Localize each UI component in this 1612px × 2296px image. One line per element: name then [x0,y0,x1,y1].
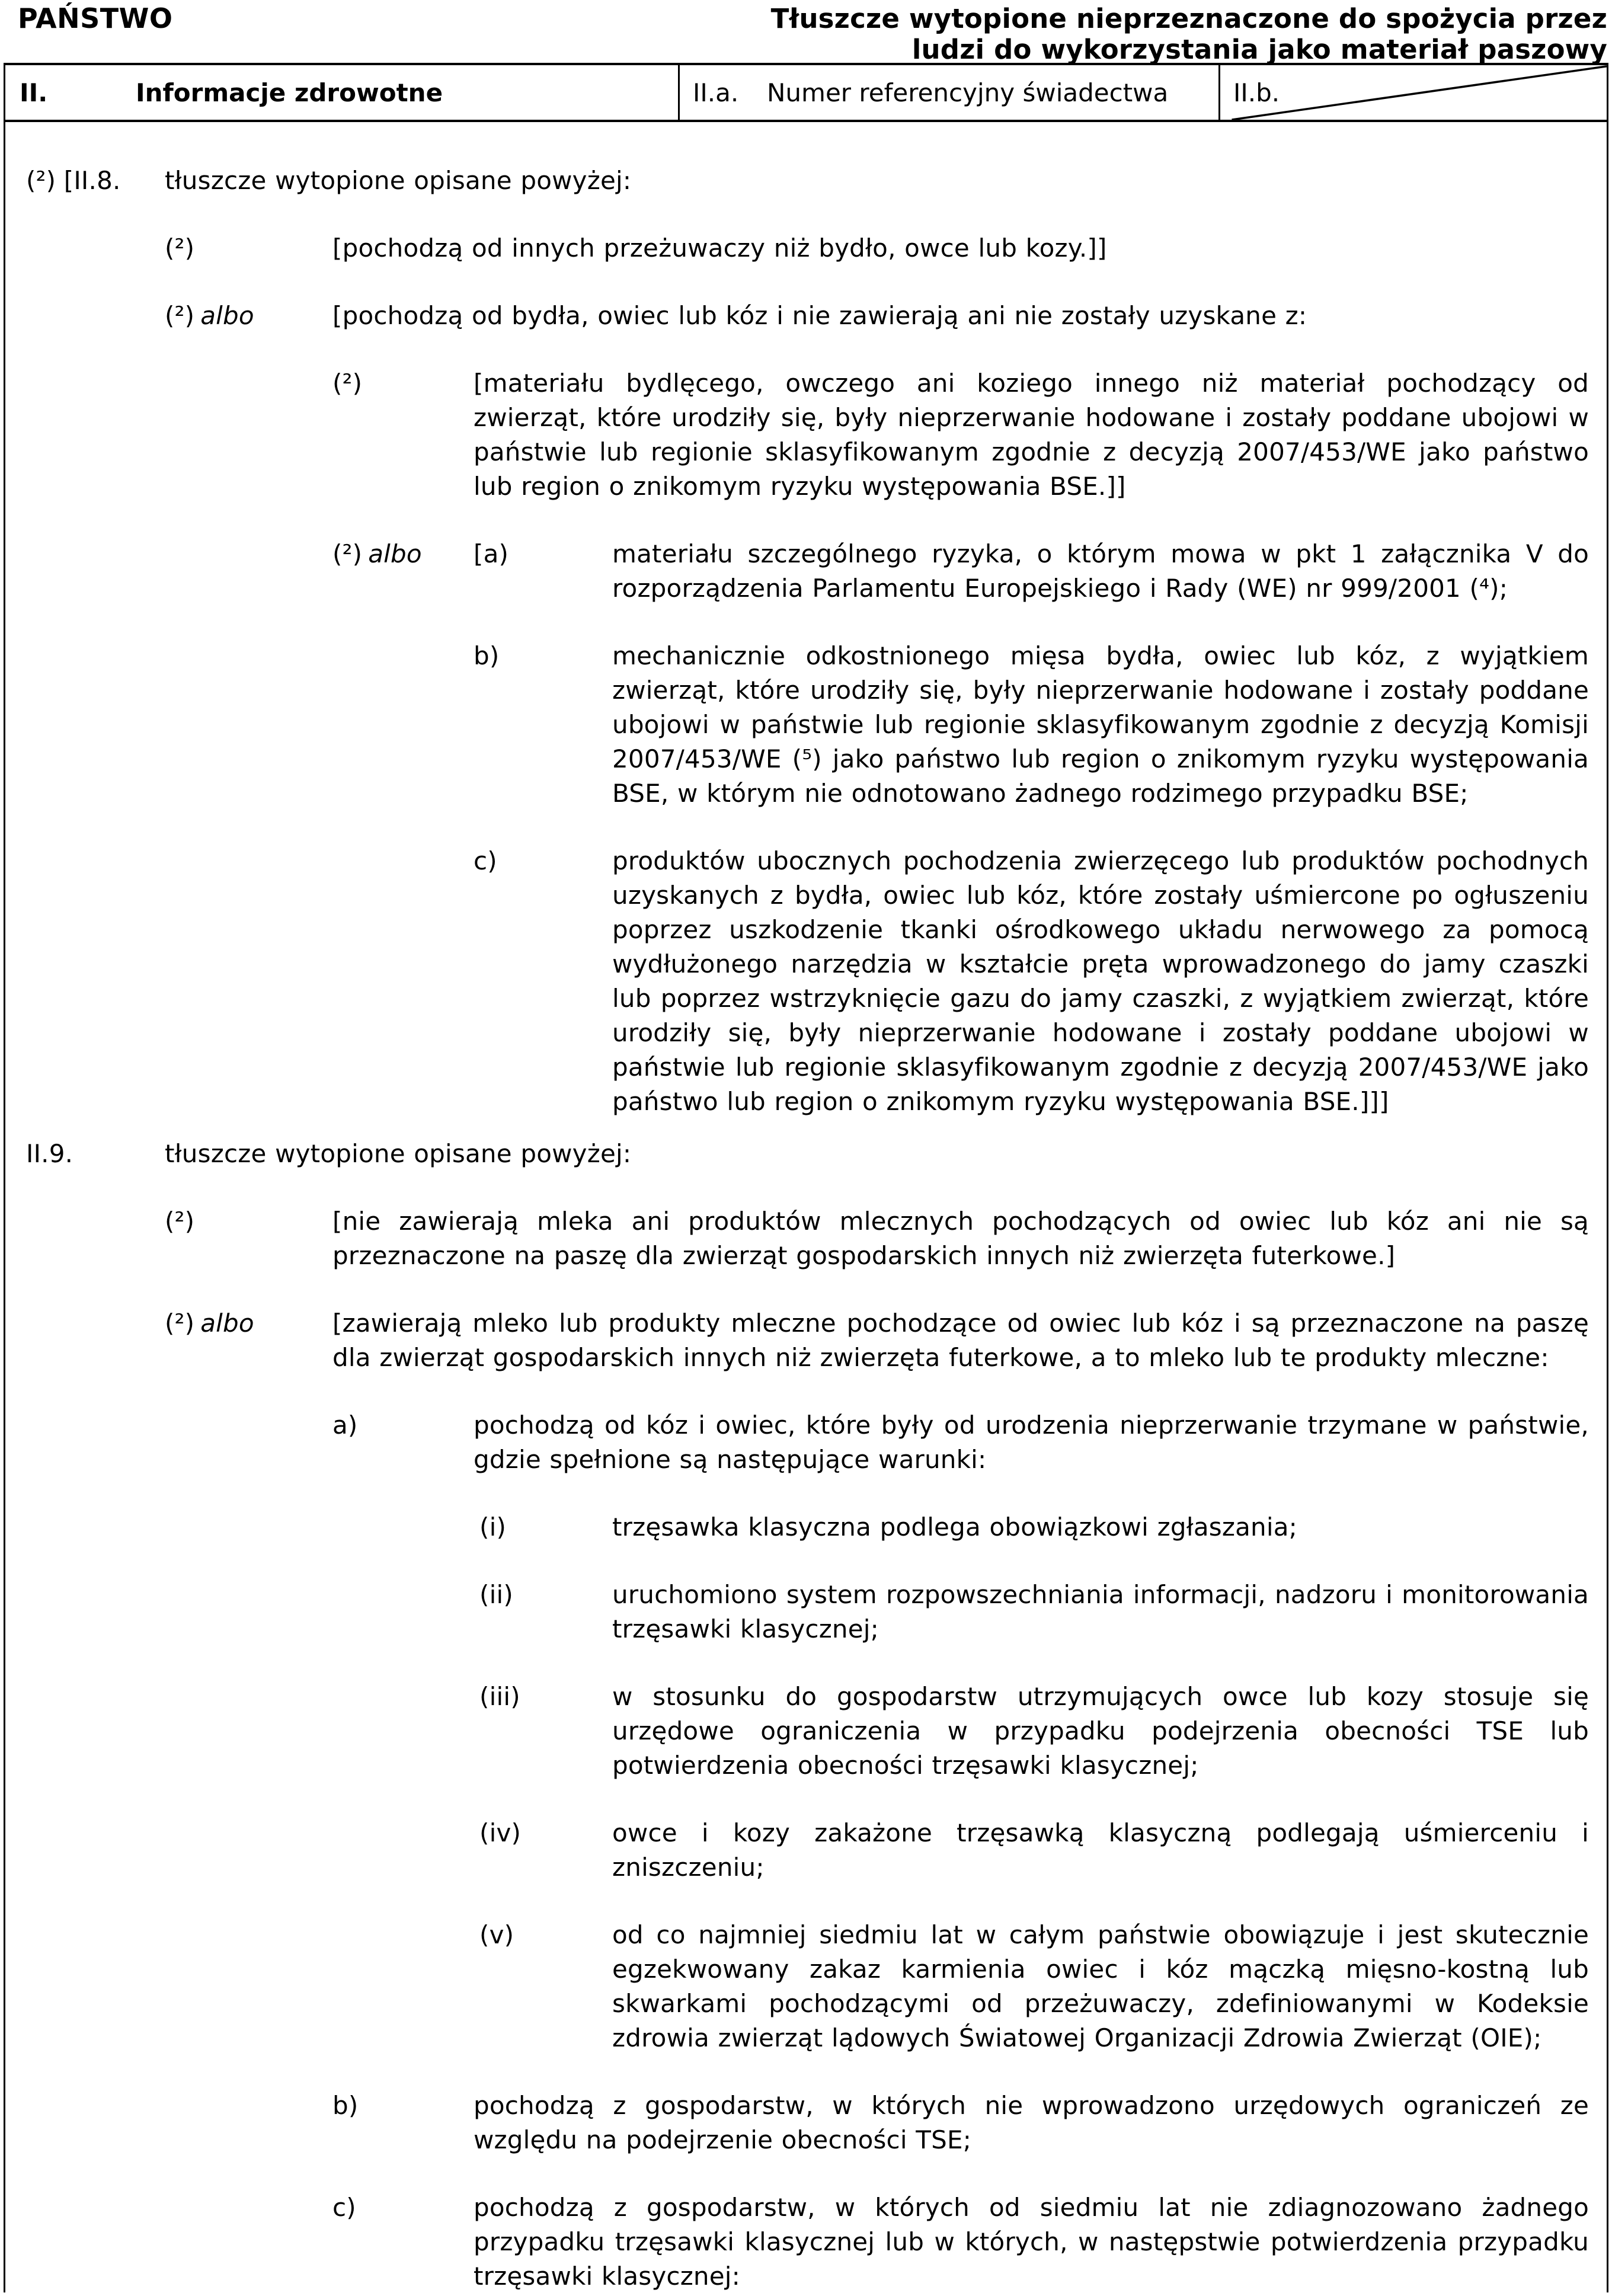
clause-marker: (²) [165,234,195,263]
clause-text: pochodzą z gospodarstw, w których od siedmiu lat nie zdiagnozowano żadnego przypadku trzęsawki klasycznej lub w których, w następstwie potwierdzenia przypadku trzęsawki klasycznej: [474,2193,1589,2291]
clause-II8-sub-option2-b [5,639,1607,811]
clause-roman: (iii) [479,1682,520,1711]
clause-letter: b) [474,641,500,670]
clause-text: [zawierają mleko lub produkty mleczne pochodzące od owiec lub kóz i są przeznaczone na paszę dla zwierząt gospodarskich innych niż zwierzęta futerkowe, a to mleko lub te produkty mleczne: [332,1309,1589,1372]
health-information-body [4,122,1608,2292]
clause-text: tłuszcze wytopione opisane powyżej: [165,166,632,195]
clause-letter: c) [332,2193,356,2222]
clause-text: pochodzą od kóz i owiec, które były od urodzenia nieprzerwanie trzymane w państwie, gdzie spełnione są następujące warunki: [474,1411,1589,1474]
clause-text: od co najmniej siedmiu lat w całym państwie obowiązuje i jest skutecznie egzekwowany zakaz karmienia owiec i kóz mączką mięsno-kostną lub skwarkami pochodzącymi od przeżuwaczy, zdefiniowanymi w Kodeksie zdrowia zwierząt lądowych Światowej Organizacji Zdrowia Zwierząt (OIE); [612,1920,1589,2052]
clause-roman: (i) [479,1512,507,1542]
clause-II9-a [5,1408,1607,1477]
clause-text: owce i kozy zakażone trzęsawką klasyczną podlegają uśmierceniu i zniszczeniu; [612,1818,1589,1882]
certificate-title-line2: ludzi do wykorzystania jako materiał paszowy [911,34,1607,65]
clause-II8-sub-option2-a [5,537,1607,606]
diagonal-line [1220,65,1607,120]
certificate-title-line1: Tłuszcze wytopione nieprzeznaczone do spożycia przez [770,3,1607,34]
clause-II9-option1 [5,1204,1607,1273]
clause-II9-heading [5,1137,1607,1171]
clause-text: tłuszcze wytopione opisane powyżej: [165,1139,632,1168]
clause-text: pochodzą z gospodarstw, w których nie wprowadzono urzędowych ograniczeń ze względu na podejrzenie obecności TSE; [474,2091,1589,2154]
clause-II9-a-v [5,1918,1607,2055]
clause-text: materiału szczególnego ryzyka, o którym mowa w pkt 1 załącznika V do rozporządzenia Parlamentu Europejskiego i Rady (WE) nr 999/2001 (⁴); [612,539,1589,603]
clause-marker: (²) albo [332,539,422,568]
clause-text: [pochodzą od bydła, owiec lub kóz i nie zawierają ani nie zostały uzyskane z: [332,301,1307,330]
clause-roman: (ii) [479,1580,513,1609]
clause-text: [materiału bydlęcego, owczego ani koziego innego niż materiał pochodzący od zwierząt, które urodziły się, były nieprzerwanie hodowane i zostały poddane ubojowi w państwie lub regionie sklasyfikowanym zgodnie z decyzją 2007/453/WE jako państwo lub region o znikomym ryzyku występowania BSE.]] [474,369,1589,501]
clause-roman: (iv) [479,1818,522,1847]
iib-label: II.b. [1233,78,1280,107]
clause-II9-b [5,2089,1607,2157]
clause-marker: (²) [332,369,363,398]
reference-number-cell [678,65,1218,120]
clause-II8-sub-option2-c [5,844,1607,1119]
albo-keyword: albo [368,539,422,568]
clause-letter: [a) [474,539,509,568]
clause-text: trzęsawka klasyczna podlega obowiązkowi zgłaszania; [612,1512,1298,1542]
clause-II8-heading [5,164,1607,198]
iib-cell [1218,65,1607,120]
section-number: II. [20,78,48,107]
albo-keyword: albo [200,301,254,330]
certificate-title [771,4,1607,65]
clause-text: produktów ubocznych pochodzenia zwierzęcego lub produktów pochodnych uzyskanych z bydła, owiec lub kóz, które zostały uśmiercone po ogłuszeniu poprzez uszkodzenie tkanki ośrodkowego układu nerwowego za pomocą wydłużonego narzędzia w kształcie pręta wprowadzonego do jamy czaszki lub poprzez wstrzyknięcie gazu do jamy czaszki, z wyjątkiem zwierząt, które urodziły się, były nieprzerwanie hodowane i zostały poddane ubojowi w państwie lub regionie sklasyfikowanym zgodnie z decyzją 2007/453/WE jako państwo lub region o znikomym ryzyku występowania BSE.]]] [612,846,1589,1116]
reference-table [4,63,1608,122]
reference-number-label: II.a. [693,78,739,107]
clause-text: [nie zawierają mleka ani produktów mlecznych pochodzących od owiec lub kóz ani nie są przeznaczone na paszę dla zwierząt gospodarskich innych niż zwierzęta futerkowe.] [332,1207,1589,1270]
clause-marker: (²) albo [165,301,254,330]
clause-II9-a-iii [5,1680,1607,1783]
clause-text: mechanicznie odkostnionego mięsa bydła, owiec lub kóz, z wyjątkiem zwierząt, które urodziły się, były nieprzerwanie hodowane i zostały poddane ubojowi w państwie lub regionie sklasyfikowanym zgodnie z decyzją Komisji 2007/453/WE (⁵) jako państwo lub region o znikomym ryzyku występowania BSE, w którym nie odnotowano żadnego rodzimego przypadku BSE; [612,641,1589,808]
clause-text: [pochodzą od innych przeżuwaczy niż bydło, owce lub kozy.]] [332,234,1107,263]
clause-marker: (²) [II.8. [26,166,121,195]
reference-number-title: Numer referencyjny świadectwa [767,78,1169,107]
clause-letter: a) [332,1411,358,1440]
clause-II9-a-iv [5,1816,1607,1885]
clause-II8-option2 [5,299,1607,333]
section-title: Informacje zdrowotne [136,78,443,107]
clause-marker: (²) albo [165,1309,254,1338]
clause-II8-sub-option1 [5,366,1607,504]
page-header [0,0,1612,63]
clause-marker: (²) [165,1207,195,1236]
clause-text: uruchomiono system rozpowszechniania informacji, nadzoru i monitorowania trzęsawki klasycznej; [612,1580,1589,1643]
clause-roman: (v) [479,1920,514,1949]
clause-marker: II.9. [26,1139,73,1168]
health-information-cell [5,65,678,120]
country-label: PAŃSTWO [18,2,173,34]
certificate-sheet [4,63,1608,2292]
clause-letter: b) [332,2091,359,2120]
clause-letter: c) [474,846,497,875]
clause-II8-option1 [5,231,1607,266]
clause-II9-a-i [5,1510,1607,1544]
albo-keyword: albo [200,1309,254,1338]
clause-II9-a-ii [5,1578,1607,1646]
clause-II9-c [5,2191,1607,2294]
clause-text: w stosunku do gospodarstw utrzymujących owce lub kozy stosuje się urzędowe ograniczenia w przypadku podejrzenia obecności TSE lub potwierdzenia obecności trzęsawki klasycznej; [612,1682,1589,1780]
clause-II9-option2 [5,1306,1607,1375]
